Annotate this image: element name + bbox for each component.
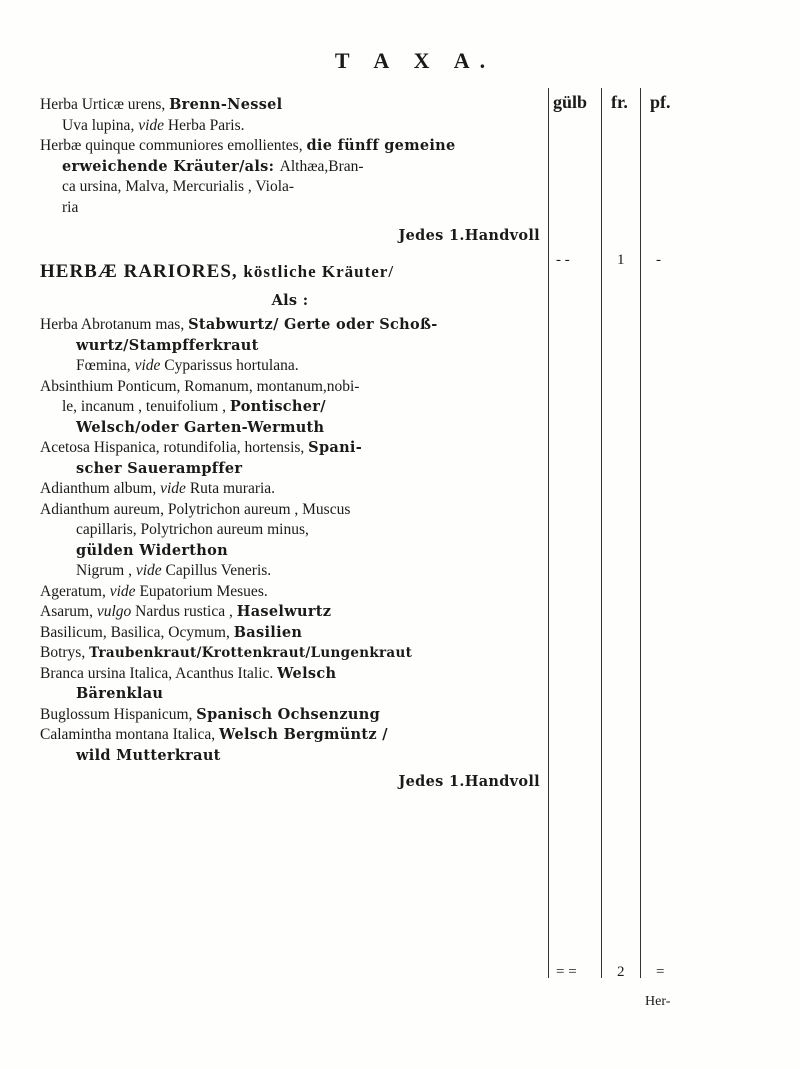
entry-line: Bärenklau bbox=[76, 685, 164, 702]
entry-line: Buglossum Hispanicum, Spanisch Ochsenzung bbox=[40, 705, 381, 723]
entry-line: Adianthum album, vide Ruta muraria. bbox=[40, 480, 276, 497]
entry-line: capillaris, Polytrichon aureum minus, bbox=[76, 521, 309, 538]
entry-line: ca ursina, Malva, Mercurialis , Viola- bbox=[62, 178, 295, 195]
entry-line: gülden Widerthon bbox=[76, 541, 228, 559]
column-header-pf: pf. bbox=[650, 92, 671, 112]
entry-quantity: Jedes 1.Handvoll bbox=[398, 773, 540, 790]
section-subheading: Als : bbox=[271, 291, 309, 309]
column-rule-2 bbox=[601, 88, 602, 978]
entry-line: wild Mutterkraut bbox=[76, 746, 221, 764]
entry-line: erweichende Kräuter/als: Althæa,Bran- bbox=[62, 157, 364, 175]
entry-line: Nigrum , vide Capillus Veneris. bbox=[76, 562, 272, 579]
page-title: T A X A. bbox=[334, 48, 496, 73]
entry-line: wurtz/Stampfferkraut bbox=[76, 336, 259, 354]
entry-line: le, incanum , tenuifolium , Pontischer/ bbox=[62, 398, 326, 415]
entry-line: Acetosa Hispanica, rotundifolia, hortensis, Spani- bbox=[40, 439, 363, 456]
entry-line: Ageratum, vide Eupatorium Mesues. bbox=[40, 582, 268, 600]
entry-line: Uva lupina, vide Herba Paris. bbox=[62, 116, 245, 134]
entry-line: Fœmina, vide Cyparissus hortulana. bbox=[76, 357, 299, 374]
price-fr-1: 1 bbox=[617, 252, 625, 268]
price-fr-2: 2 bbox=[617, 964, 625, 980]
entry-line: Herbæ quinque communiores emollientes, die fünff gemeine bbox=[40, 137, 456, 154]
entry-line: Branca ursina Italica, Acanthus Italic. Welsch bbox=[40, 664, 337, 682]
price-pf-2: = bbox=[656, 964, 665, 980]
entry-line: Basilicum, Basilica, Ocymum, Basilien bbox=[40, 623, 303, 641]
entry-line: scher Sauerampffer bbox=[76, 459, 243, 477]
entry-line: Welsch/oder Garten-Wermuth bbox=[76, 418, 325, 436]
entry-line: Adianthum aureum, Polytrichon aureum , Muscus bbox=[40, 500, 351, 518]
section-heading: HERBÆ RARIORES, köstliche Kräuter/ bbox=[40, 260, 395, 282]
entry-line: Asarum, vulgo Nardus rustica , Haselwurtz bbox=[40, 603, 332, 620]
price-pf-1: - bbox=[656, 252, 661, 268]
entry-quantity: Jedes 1.Handvoll bbox=[398, 227, 540, 244]
entry-line: Herba Urticæ urens, Brenn-Nessel bbox=[40, 96, 283, 113]
column-rule-3 bbox=[640, 88, 641, 978]
entry-line: Calamintha montana Italica, Welsch Bergmüntz / bbox=[40, 726, 388, 743]
column-header-guld: gülb bbox=[553, 92, 588, 112]
entry-line: ria bbox=[62, 198, 79, 216]
price-guld-1: - - bbox=[556, 252, 570, 268]
entry-line: Absinthium Ponticum, Romanum, montanum,nobi- bbox=[40, 377, 360, 395]
entry-line: Herba Abrotanum mas, Stabwurtz/ Gerte oder Schoß- bbox=[40, 316, 438, 333]
column-header-fr: fr. bbox=[611, 92, 628, 112]
entries-column bbox=[40, 95, 540, 793]
price-guld-2: = = bbox=[556, 964, 577, 980]
column-rule-1 bbox=[548, 88, 549, 978]
catchword: Her- bbox=[645, 994, 671, 1009]
entry-line: Botrys, Traubenkraut/Krottenkraut/Lungenkraut bbox=[40, 644, 413, 661]
